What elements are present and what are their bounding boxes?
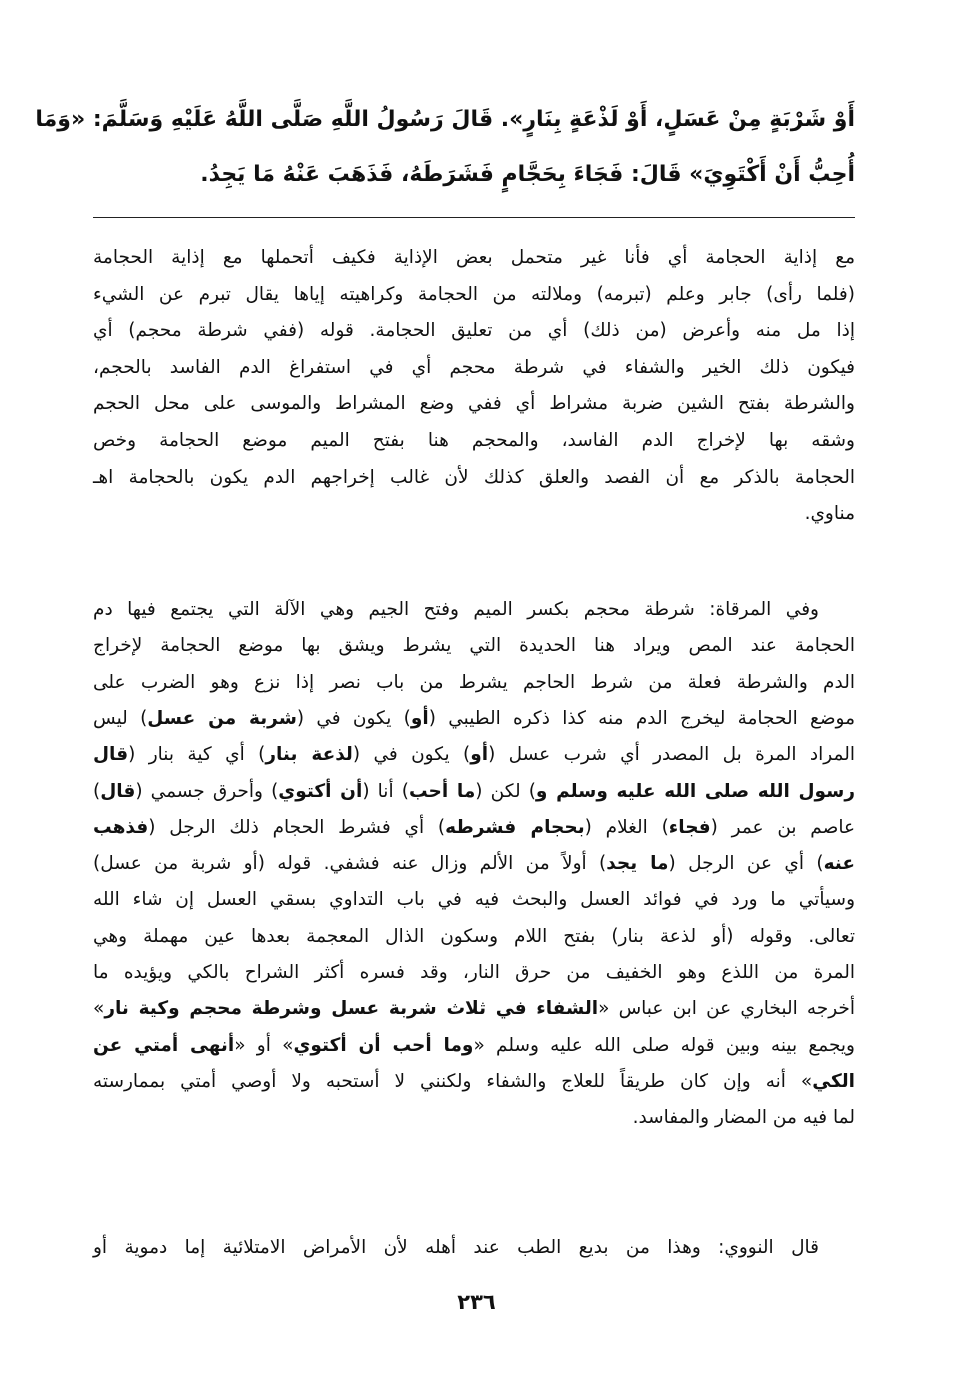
page-number: ٢٣٦ bbox=[457, 1290, 496, 1314]
text-segment: المرة من اللذع وهو الخفيف من حرق النار، وقد فسره أكثر الشراح بالكي ويؤيده ما bbox=[93, 962, 855, 983]
bold-quote-segment: الشفاء في ثلاث شربة عسل وشرطة محجم وكية نار bbox=[104, 998, 599, 1020]
text-segment: وسيأتي ما ورد في فوائد العسل والبحث فيه في باب التداوي بسقي العسل إن شاء الله bbox=[93, 889, 855, 911]
bold-quote-segment: قال bbox=[100, 780, 136, 802]
text-line bbox=[93, 882, 855, 918]
text-segment: لما فيه من المضار والمفاسد. bbox=[632, 1107, 855, 1129]
text-line bbox=[93, 701, 855, 737]
text-segment: تعالى. وقوله (أو لذعة بنار) بفتح اللام وسكون الذال المعجمة بعدها عين مهملة وهي bbox=[93, 925, 855, 947]
text-line bbox=[93, 1064, 855, 1100]
text-segment: ) bbox=[93, 780, 101, 802]
bold-quote-segment: أو bbox=[470, 744, 489, 766]
text-line bbox=[93, 350, 855, 386]
bold-quote-segment: عنه bbox=[823, 853, 855, 875]
text-segment: ) أي فشرط الحجام ذلك الرجل ( bbox=[148, 816, 446, 838]
text-line bbox=[93, 496, 855, 532]
text-segment: الحجامة بالذكر مع أن الفصد والعلق كذلك لأن غالب إخراجهم الدم يكون بالحجامة اهـ bbox=[93, 466, 855, 488]
text-line bbox=[93, 386, 855, 422]
text-segment: » أنه وإن كان طريقاً للعلاج والشفاء ولكنني لا أستحبه ولا أوصي أمتي بممارسته bbox=[93, 1070, 813, 1092]
text-segment: » bbox=[93, 998, 105, 1020]
text-segment: موضع الحجامة ليخرج الدم منه كذا ذكره الطيبي ( bbox=[428, 707, 855, 729]
bold-quote-segment: فجاء bbox=[668, 816, 711, 838]
text-segment: أَوْ شَرْبَةٍ مِنْ عَسَلٍ، أَوْ لَذْعَةٍ بِنَارٍ». قَالَ رَسُولُ اللَّهِ صَلَّى اللَّهُ عَلَيْهِ وَسَلَّمَ: «وَمَا bbox=[35, 107, 855, 132]
bold-quote-segment: ما يجد bbox=[606, 853, 669, 875]
text-line bbox=[93, 846, 855, 882]
text-line bbox=[93, 665, 855, 701]
bold-quote-segment: قال bbox=[93, 744, 129, 766]
text-segment: الدم والشرطة فعلة من شرط الحاجم يشرط من باب نصر إذا نزع وهو الضرب على bbox=[93, 671, 855, 693]
text-segment: إذا مل منه وأعرض (من ذلك) أي من تعليق الحجامة. قوله (ففي شرطة محجم) أي bbox=[93, 320, 855, 342]
text-segment: » أو « bbox=[234, 1034, 294, 1056]
bold-quote-segment: بحجام فشرطه bbox=[445, 816, 585, 838]
text-line bbox=[35, 100, 855, 140]
text-segment: مع إذاية الحجامة أي فأنا غير متحمل بعض الإذاية فكيف أتحملها مع إذاية الحجامة bbox=[93, 247, 855, 268]
text-segment: والشرطة بفتح الشين ضربة مشراط أي ففي وضع المشراط والموسى على محل الحجم bbox=[93, 393, 855, 415]
text-segment: ) يكون في ( bbox=[296, 707, 411, 729]
text-line bbox=[93, 991, 855, 1027]
bold-quote-segment: شربة من عسل bbox=[147, 707, 297, 729]
text-segment: ) الغلام ( bbox=[584, 816, 669, 838]
text-segment: أُحِبُّ أَنْ أَكْتَوِيَ» قَالَ: فَجَاءَ بِحَجَّامٍ فَشَرَطَهُ، فَذَهَبَ عَنْهُ مَا يَجِدُ. bbox=[200, 162, 855, 187]
text-segment: فيكون ذلك الخير والشفاء في شرطة محجم أي في استفراغ الدم الفاسد بالحجم، bbox=[93, 356, 855, 378]
text-line bbox=[93, 277, 855, 313]
text-line bbox=[93, 155, 855, 195]
text-line bbox=[93, 774, 855, 810]
bold-quote-segment: وما أحب أن أكتوي bbox=[293, 1034, 474, 1056]
bold-quote-segment: فذهب bbox=[93, 816, 149, 838]
text-segment: ) أي عن الرجل ( bbox=[668, 853, 824, 875]
text-segment: عاصم بن عمر ( bbox=[710, 816, 856, 838]
text-line bbox=[93, 919, 855, 955]
text-line bbox=[93, 592, 855, 628]
text-segment: ) أي كية بنار ( bbox=[128, 744, 266, 766]
text-line bbox=[93, 737, 855, 773]
text-segment: وشقه بها لإخراج الدم الفاسد، والمحجم هنا بفتح الميم موضع الحجامة وخص bbox=[93, 430, 855, 451]
text-segment: مناوي. bbox=[804, 503, 855, 525]
bold-quote-segment: رسول الله صلى الله عليه وسلم و bbox=[535, 780, 856, 802]
text-line bbox=[93, 423, 855, 459]
text-segment: ) لكن ( bbox=[475, 780, 536, 802]
text-segment: قال النووي: وهذا من بديع الطب عند أهله لأن الأمراض الامتلائية إما دموية أو bbox=[93, 1237, 819, 1258]
bold-quote-segment: ما أحب bbox=[408, 780, 476, 802]
text-line bbox=[93, 240, 855, 276]
text-segment: ) يكون في ( bbox=[352, 744, 471, 766]
text-line bbox=[93, 1028, 855, 1064]
text-segment: أخرجه البخاري عن ابن عباس « bbox=[598, 998, 855, 1020]
text-segment: ويجمع بينه وبين قوله صلى الله عليه وسلم « bbox=[473, 1034, 855, 1056]
text-segment: ) أولاً من الألم وزال عنه فشفي. قوله (أو شربة من عسل) bbox=[93, 853, 607, 875]
text-segment: المراد المرة بل المصدر أي شرب عسل ( bbox=[488, 744, 855, 766]
text-line bbox=[93, 1230, 855, 1266]
text-segment: ) ليس bbox=[93, 707, 148, 729]
footnote-divider bbox=[93, 217, 855, 218]
bold-quote-segment: أن أكتوي bbox=[278, 780, 363, 802]
bold-quote-segment: أنهى أمتي عن bbox=[93, 1034, 235, 1056]
text-segment: ) أنا ( bbox=[362, 780, 409, 802]
text-line bbox=[93, 1100, 855, 1136]
text-line bbox=[93, 313, 855, 349]
text-segment: وفي المرقاة: شرطة محجم بكسر الميم وفتح الجيم وهي الآلة التي يجتمع فيها دم bbox=[93, 599, 819, 620]
bold-quote-segment: الكي bbox=[812, 1070, 855, 1092]
bold-quote-segment: أو bbox=[410, 707, 429, 729]
bold-quote-segment: لذعة بنار bbox=[265, 744, 353, 766]
text-line bbox=[93, 460, 855, 496]
text-segment: ) وأحرق جسمي ( bbox=[135, 780, 279, 802]
text-line bbox=[93, 810, 855, 846]
text-segment: (فلما رأى) جابر وعلم (تبرمه) وملالته من الحجامة وكراهيته إياها يقال تبرم عن الشيء bbox=[93, 283, 855, 305]
text-line bbox=[93, 628, 855, 664]
text-line bbox=[93, 955, 855, 991]
text-segment: الحجامة عند المص ويراد هنا الحديدة التي يشرط ويشق بها موضع الحجامة لإخراج bbox=[93, 635, 855, 657]
